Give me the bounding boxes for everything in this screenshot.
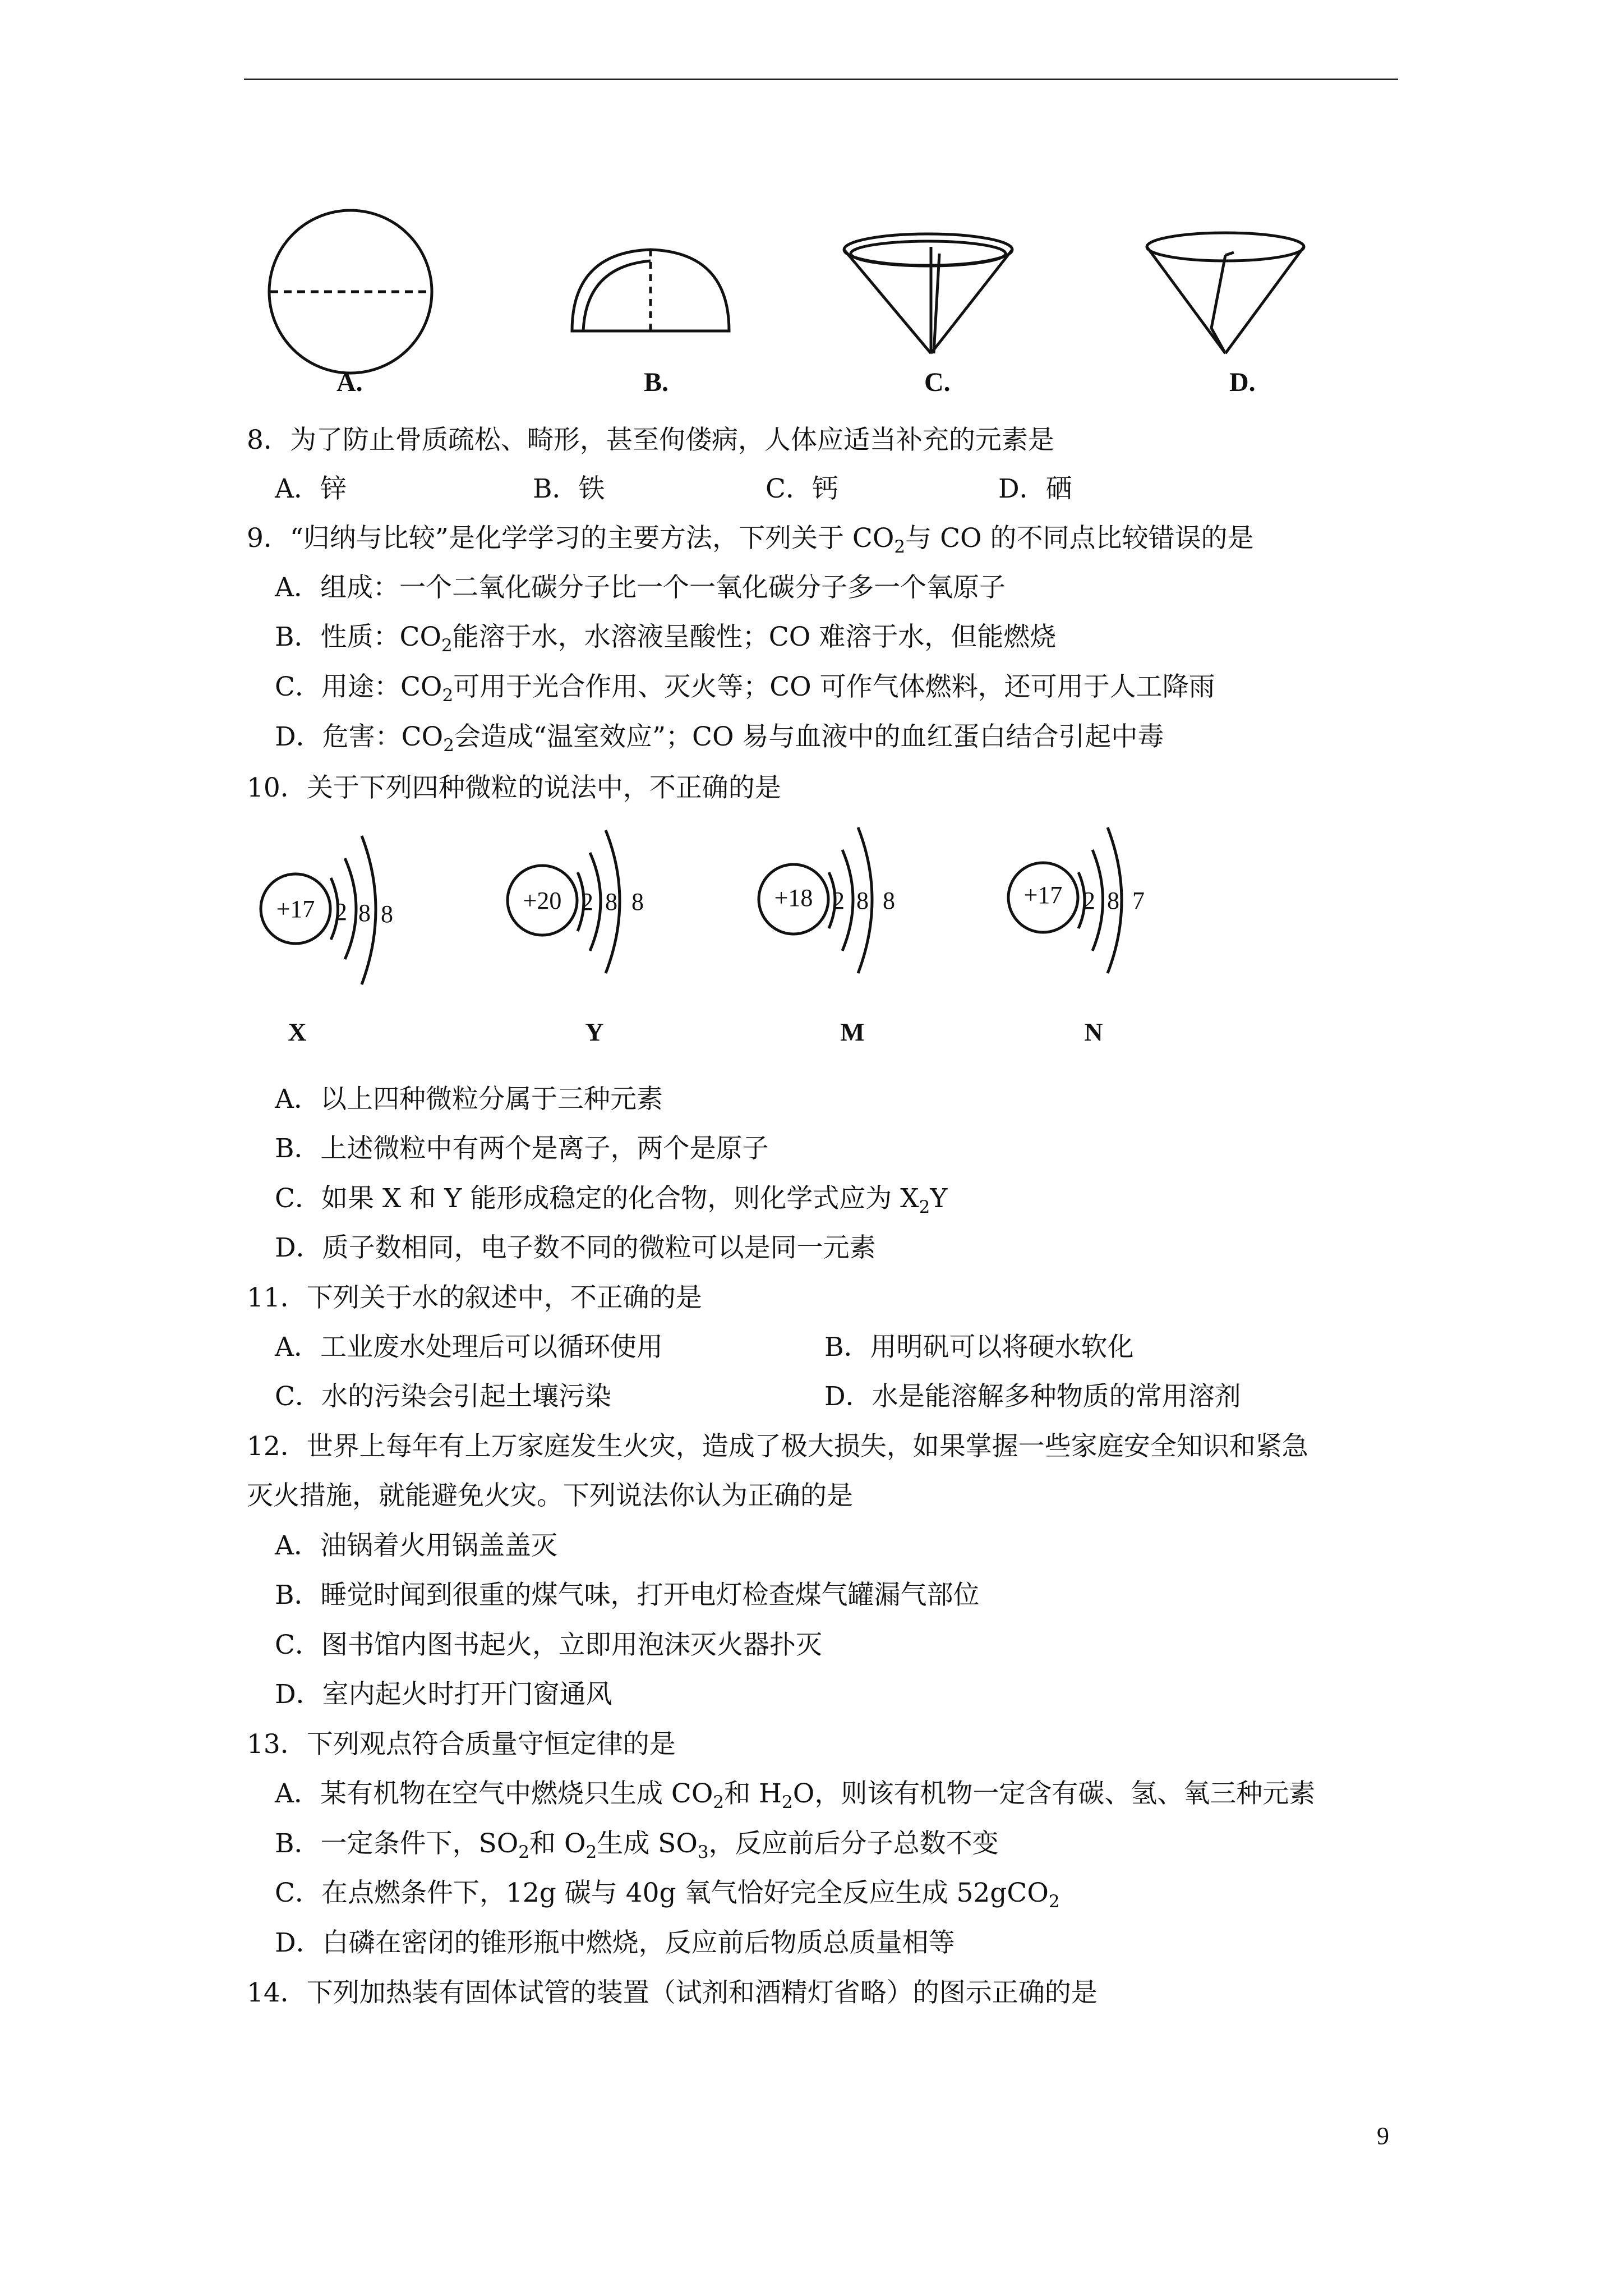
option-a-label: A. (336, 367, 363, 397)
q13-option-d: D．白磷在密闭的锥形瓶中燃烧，反应前后物质总质量相等 (275, 1927, 955, 1958)
atomic-structure-figure (247, 825, 1211, 1060)
shell-electrons-y-3: 8 (631, 888, 644, 915)
q10-option-c (275, 1182, 947, 1216)
nucleus-charge-x: +17 (276, 895, 315, 923)
q14-stem: 14．下列加热装有固体试管的装置（试剂和酒精灯省略）的图示正确的是 (247, 1977, 1098, 2008)
nucleus-charge-n: +17 (1023, 881, 1063, 909)
particle-label-x: X (288, 1018, 307, 1046)
subscript: 3 (697, 1842, 709, 1862)
folded-cone-icon (844, 234, 1012, 353)
shell-electrons-m-3: 8 (883, 887, 895, 914)
q13-option-b-text: 生成 SO (597, 1828, 698, 1859)
shell-electrons-x-1: 2 (335, 898, 347, 926)
option-b-label: B. (644, 367, 669, 397)
subscript: 2 (1048, 1892, 1060, 1912)
subscript: 2 (919, 1197, 930, 1217)
q13-option-c-text: C．在点燃条件下，12g 碳与 40g 氧气恰好完全反应生成 52gCO (275, 1878, 1049, 1908)
q8-option-a: A．锌 (275, 473, 347, 504)
q9-stem-text: 与 CO 的不同点比较错误的是 (905, 523, 1254, 554)
q9-option-c-text: 可用于光合作用、灭火等；CO 可作气体燃料，还可用于人工降雨 (453, 671, 1215, 702)
q11-option-d: D．水是能溶解多种物质的常用溶剂 (824, 1381, 1241, 1412)
q13-option-b-text: ，反应前后分子总数不变 (708, 1828, 999, 1859)
q12-option-d: D．室内起火时打开门窗通风 (275, 1679, 612, 1710)
q11-option-c: C．水的污染会引起土壤污染 (275, 1381, 611, 1412)
option-d-label: D. (1229, 367, 1256, 397)
shell-electrons-x-2: 8 (358, 899, 371, 927)
particle-label-n: N (1084, 1018, 1103, 1046)
shell-electrons-m-2: 8 (856, 887, 869, 914)
q11-option-b: B．用明矾可以将硬水软化 (824, 1332, 1134, 1363)
q9-option-d-text: 会造成“温室效应”；CO 易与血液中的血红蛋白结合引起中毒 (454, 721, 1164, 752)
q12-stem-line1: 12．世界上每年有上万家庭发生火灾，造成了极大损失，如果掌握一些家庭安全知识和紧急 (247, 1431, 1308, 1462)
folded-cone-icon (1147, 233, 1304, 353)
page-number: 9 (1377, 2122, 1389, 2150)
q13-option-a-text: 和 H (724, 1778, 782, 1809)
q12-option-c: C．图书馆内图书起火，立即用泡沫灭火器扑灭 (275, 1630, 822, 1660)
q10-option-c-text: Y (930, 1183, 948, 1214)
half-dome-icon (572, 250, 729, 331)
header-rule (244, 79, 1398, 80)
q10-option-d: D．质子数相同，电子数不同的微粒可以是同一元素 (275, 1232, 876, 1263)
particle-label-m: M (840, 1018, 865, 1046)
q9-option-d-text: D．危害：CO (275, 721, 444, 752)
subscript: 2 (518, 1842, 530, 1862)
shell-electrons-n-1: 2 (1083, 887, 1095, 914)
shell-electrons-y-2: 8 (605, 888, 617, 915)
q9-option-b-text: B．性质：CO (275, 622, 442, 652)
shell-electrons-n-3: 7 (1132, 887, 1145, 914)
q10-stem: 10．关于下列四种微粒的说法中，不正确的是 (247, 772, 781, 803)
subscript: 2 (441, 636, 453, 656)
q13-stem: 13．下列观点符合质量守恒定律的是 (247, 1729, 676, 1760)
q9-option-b (275, 620, 1056, 654)
q10-option-b: B．上述微粒中有两个是离子，两个是原子 (275, 1133, 769, 1164)
q8-option-d: D．硒 (998, 473, 1072, 504)
circle-with-dashed-diameter-icon (269, 210, 432, 373)
q9-option-d (275, 720, 1164, 754)
q13-option-b-text: 和 O (529, 1828, 586, 1859)
q9-option-c-text: C．用途：CO (275, 671, 442, 702)
q13-option-b-text: B．一定条件下，SO (275, 1828, 519, 1859)
q8-option-b: B．铁 (533, 473, 605, 504)
subscript: 2 (894, 537, 906, 557)
q11-stem: 11．下列关于水的叙述中，不正确的是 (247, 1282, 702, 1313)
q9-stem (247, 522, 1254, 555)
subscript: 2 (442, 685, 454, 706)
q8-option-c: C．钙 (766, 473, 838, 504)
q12-option-a: A．油锅着火用锅盖盖灭 (275, 1530, 557, 1561)
q10-option-c-text: C．如果 X 和 Y 能形成稳定的化合物，则化学式应为 X (275, 1183, 919, 1214)
nucleus-charge-y: +20 (523, 887, 562, 914)
q10-option-a: A．以上四种微粒分属于三种元素 (275, 1084, 663, 1115)
q13-option-a (275, 1777, 1315, 1811)
q13-option-a-text: O，则该有机物一定含有碳、氢、氧三种元素 (792, 1778, 1316, 1809)
q9-stem-text: 9．“归纳与比较”是化学学习的主要方法，下列关于 CO (247, 523, 895, 554)
q9-option-c (275, 670, 1215, 704)
q9-option-b-text: 能溶于水，水溶液呈酸性；CO 难溶于水，但能燃烧 (452, 622, 1057, 652)
q13-option-b (275, 1827, 999, 1861)
shell-electrons-n-2: 8 (1107, 887, 1119, 914)
shell-electrons-y-1: 2 (581, 888, 593, 915)
shell-electrons-x-3: 8 (381, 900, 393, 928)
option-c-label: C. (924, 367, 951, 397)
filter-paper-figure (247, 191, 1368, 426)
q9-option-a: A．组成：一个二氧化碳分子比一个一氧化碳分子多一个氧原子 (275, 572, 1006, 603)
q11-option-a: A．工业废水处理后可以循环使用 (275, 1332, 663, 1363)
subscript: 2 (782, 1792, 793, 1812)
shell-electrons-m-1: 2 (832, 887, 845, 914)
subscript: 2 (713, 1792, 725, 1812)
nucleus-charge-m: +18 (774, 884, 813, 912)
q8-stem: 8．为了防止骨质疏松、畸形，甚至佝偻病，人体应适当补充的元素是 (247, 425, 1054, 455)
subscript: 2 (585, 1842, 597, 1862)
q12-stem-line2: 灭火措施，就能避免火灾。下列说法你认为正确的是 (247, 1480, 853, 1511)
q13-option-c (275, 1876, 1060, 1910)
q13-option-a-text: A．某有机物在空气中燃烧只生成 CO (275, 1778, 713, 1809)
particle-label-y: Y (585, 1018, 604, 1046)
subscript: 2 (443, 735, 454, 756)
q12-option-b: B．睡觉时闻到很重的煤气味，打开电灯检查煤气罐漏气部位 (275, 1580, 980, 1611)
